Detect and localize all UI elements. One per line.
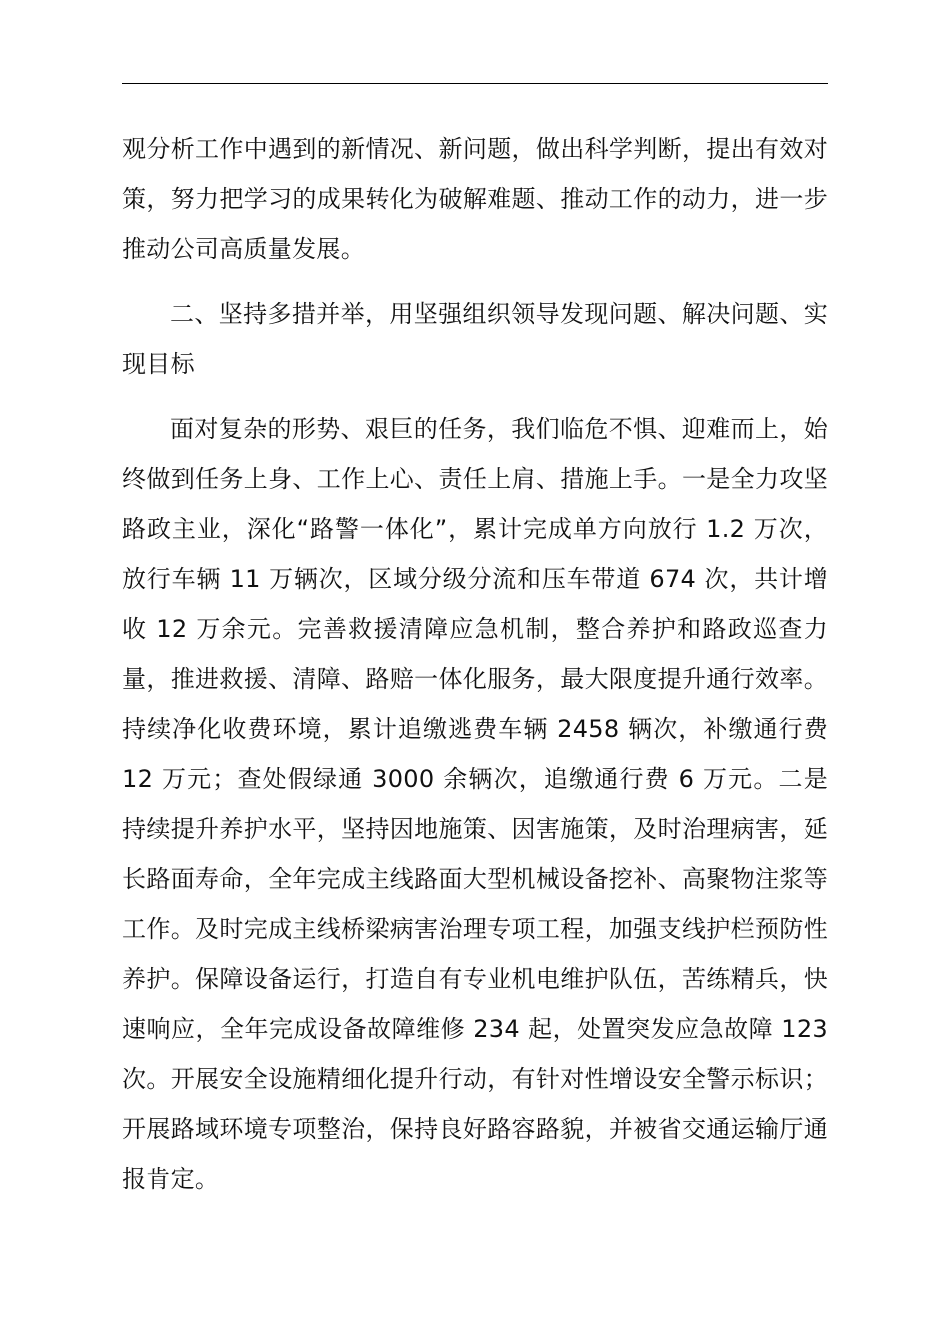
section-heading: 二、坚持多措并举，用坚强组织领导发现问题、解决问题、实现目标 — [122, 300, 828, 378]
paragraph-continuation: 观分析工作中遇到的新情况、新问题，做出科学判断，提出有效对策，努力把学习的成果转化为破解难题、推动工作的动力，进一步推动公司高质量发展。 — [122, 135, 828, 263]
paragraph-body: 面对复杂的形势、艰巨的任务，我们临危不惧、迎难而上，始终做到任务上身、工作上心、责任上肩、措施上手。一是全力攻坚路政主业，深化“路警一体化”，累计完成单方向放行 1.2 万次，放行车辆 11 万辆次，区域分级分流和压车带道 674 次，共计增收 12 万余元。完善救援清障应急机制，整合养护和路政巡查力量，推进救援、清障、路赔一体化服务，最大限度提升通行效率。持续净化收费环境，累计追缴逃费车辆 2458 辆次，补缴通行费 12 万元；查处假绿通 3000 余辆次，追缴通行费 6 万元。二是持续提升养护水平，坚持因地施策、因害施策，及时治理病害，延长路面寿命，全年完成主线路面大型机械设备挖补、高聚物注浆等工作。及时完成主线桥梁病害治理专项工程，加强支线护栏预防性养护。保障设备运行，打造自有专业机电维护队伍，苦练精兵，快速响应，全年完成设备故障维修 234 起，处置突发应急故障 123 次。开展安全设施精细化提升行动，有针对性增设安全警示标识；开展路域环境专项整治，保持良好路容路貌，并被省交通运输厅通报肯定。 — [122, 415, 828, 1193]
document-body — [122, 124, 828, 1204]
header-rule — [122, 83, 828, 84]
